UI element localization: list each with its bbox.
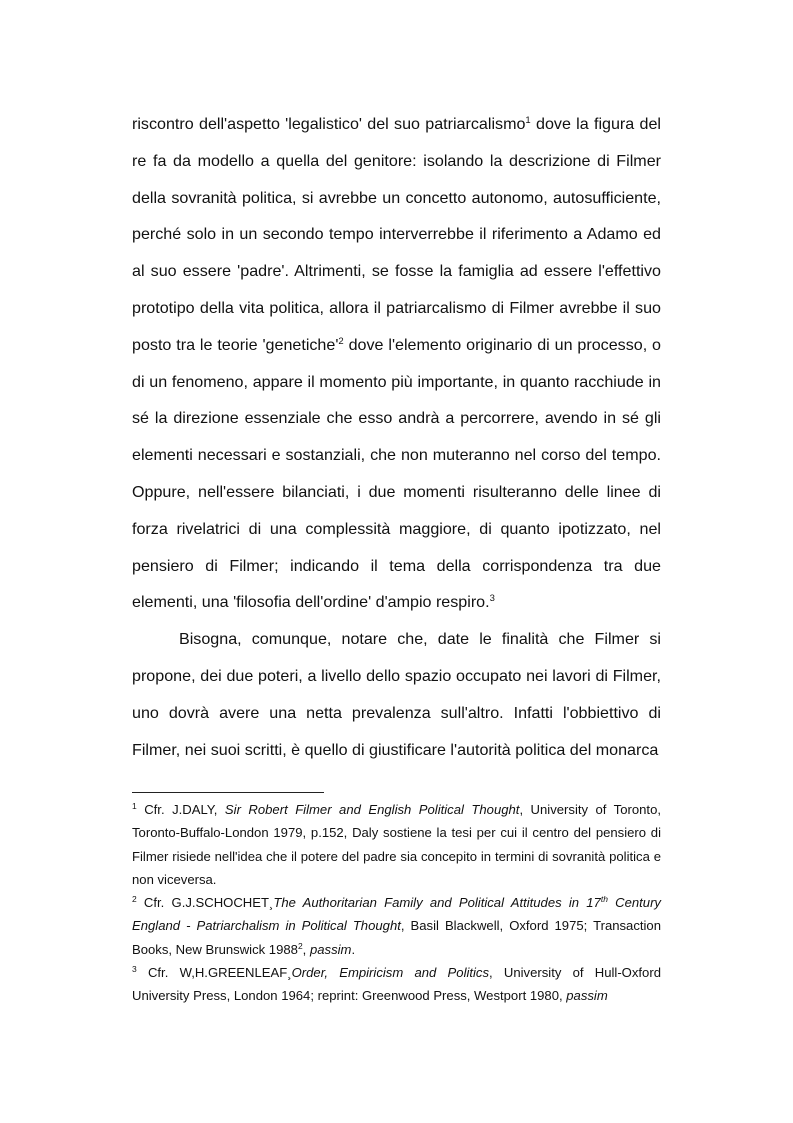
footnote-2-title-b: Century England - Patriarchalism in Political Thought (132, 895, 661, 934)
footnote-2-title-sup: th (600, 894, 608, 905)
footnote-1-number: 1 (132, 801, 137, 811)
footnote-3-passim: passim (566, 988, 608, 1004)
footnote-2-pre: Cfr. G.J.SCHOCHET¸ (136, 895, 274, 911)
footnote-2-title-a: The Authoritarian Family and Political Attitudes in 17 (273, 895, 601, 911)
paragraph-1-part-b: dove la figura del re fa da modello a quella del genitore: isolando la descrizione di Filmer della sovranità politica, si avrebbe un concetto autonomo, autosufficiente, perché solo in un secondo tempo interverrebbe il riferimento a Adamo ed al suo essere 'padre'. Altrimenti, se fosse la famiglia ad essere l'effettivo prototipo della vita politica, allora il patriarcalismo di Filmer avrebbe il suo posto tra le teorie 'genetiche' (132, 115, 661, 354)
footnote-3-title: Order, Empiricism and Politics (291, 965, 490, 981)
footnote-2-post-b: , (302, 941, 310, 957)
footnote-2-post-a: , Basil Blackwell, Oxford 1975; Transaction Books, New Brunswick 1988 (132, 918, 661, 957)
footnotes (132, 798, 661, 1008)
footnote-2-number: 2 (132, 894, 137, 905)
footnote-3 (132, 961, 661, 1008)
footnote-2 (132, 891, 661, 961)
footnote-2-edition-sup: 2 (297, 940, 303, 951)
footnote-1 (132, 798, 661, 891)
paragraph-2: Bisogna, comunque, notare che, date le finalità che Filmer si propone, dei due poteri, a livello dello spazio occupato nei lavori di Filmer, uno dovrà avere una netta prevalenza sull'altro. Infatti l'obbiettivo di Filmer, nei suoi scritti, è quello di giustificare l'autorità politica del monarca (132, 630, 661, 759)
footnote-3-post: , University of Hull-Oxford University Press, London 1964; reprint: Greenwood Press, Westport 1980, (132, 965, 661, 1004)
footnote-3-pre: Cfr. W,H.GREENLEAF¸ (136, 965, 292, 981)
footnote-ref-1[interactable]: 1 (525, 115, 531, 126)
paragraph-1-part-a: riscontro dell'aspetto 'legalistico' del suo patriarcalismo (132, 115, 526, 133)
footnote-2-end: . (351, 941, 356, 957)
footnote-1-pre: Cfr. J.DALY, (136, 802, 225, 817)
paragraph-1-part-c: dove l'elemento originario di un processo, o di un fenomeno, appare il momento più importante, in quanto racchiude in sé la direzione essenziale che esso andrà a percorrere, avendo in sé gli elementi necessari e sostanziali, che non muteranno nel corso del tempo. Oppure, nell'essere bilanciati, i due momenti risulteranno delle linee di forza rivelatrici di una complessità maggiore, di quanto ipotizzato, nel pensiero di Filmer; indicando il tema della corrispondenza tra due elementi, una 'filosofia dell'ordine' d'ampio respiro. (132, 335, 662, 612)
footnote-ref-3[interactable]: 3 (489, 593, 495, 605)
main-text (132, 106, 661, 768)
footnote-3-number: 3 (132, 964, 137, 975)
footnote-1-title: Sir Robert Filmer and English Political Thought (224, 802, 520, 817)
footnote-1-post: , University of Toronto, Toronto-Buffalo-London 1979, p.152, Daly sostiene la tesi per cui il centro del pensiero di Filmer risiede nell'idea che il potere del padre sia concepito in termini di sovranità politica e non viceversa. (132, 802, 661, 887)
footnote-2-passim: passim (309, 941, 352, 957)
footnote-separator (132, 792, 324, 793)
paragraph-1 (132, 106, 661, 621)
footnote-ref-2[interactable]: 2 (338, 335, 344, 347)
